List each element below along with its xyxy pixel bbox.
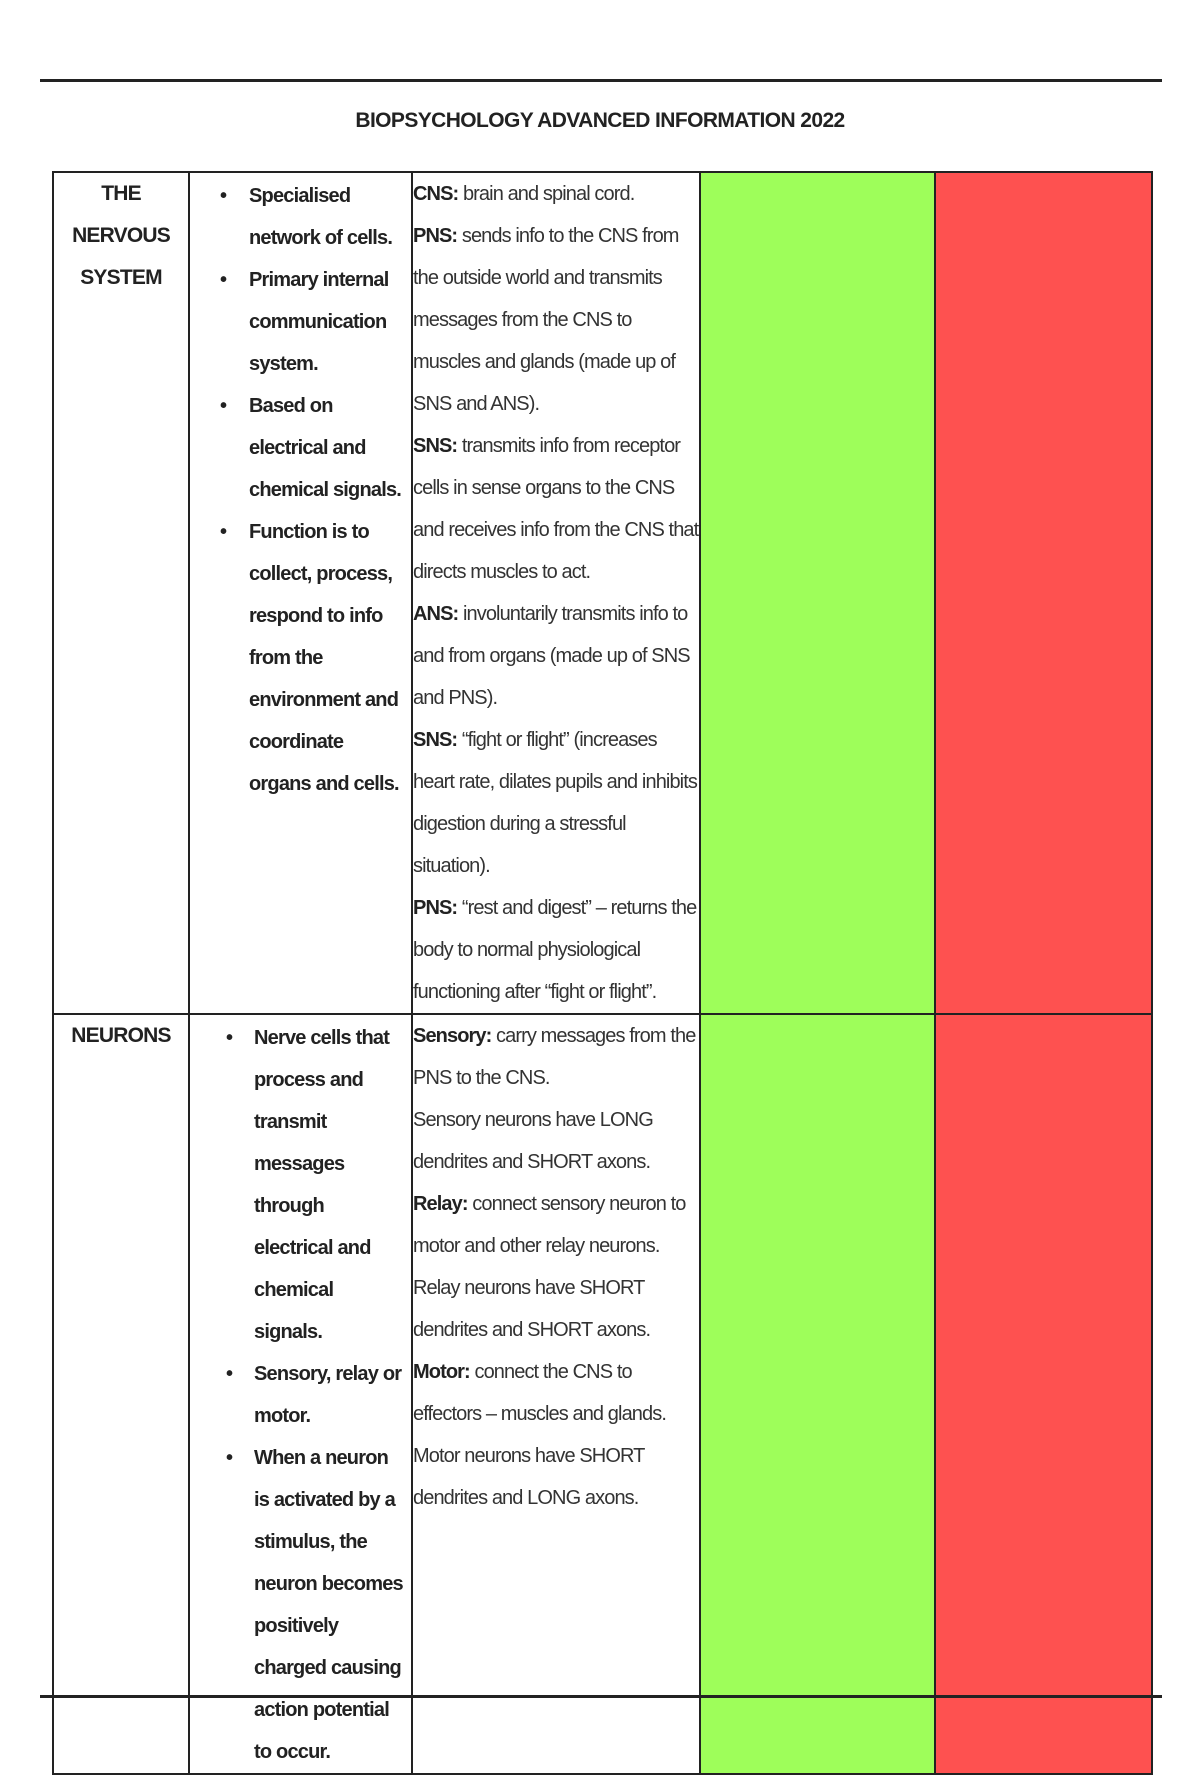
detail-term: PNS: <box>413 897 458 919</box>
topic-cell <box>53 1014 189 1774</box>
detail-text: “fight or flight” (increases heart rate, dilates pupils and inhibits digestion during a stressful situation). <box>413 729 697 877</box>
detail-text: transmits info from receptor cells in sense organs to the CNS and receives info from the CNS that directs muscles to act. <box>413 435 699 583</box>
bottom-rule <box>40 1695 1162 1698</box>
red-rag-cell <box>935 1014 1152 1774</box>
detail-term: PNS: <box>413 225 458 247</box>
detail-paragraph <box>413 1183 699 1267</box>
topic-label-line1: THE NERVOUS <box>72 182 170 247</box>
key-points-cell <box>189 1014 412 1774</box>
detail-text: brain and spinal cord. <box>458 183 635 205</box>
detail-term: Motor: <box>413 1361 470 1383</box>
detail-text: carry messages from the PNS to the CNS. <box>413 1025 696 1089</box>
topic-cell <box>53 172 189 1014</box>
green-rag-cell <box>700 1014 935 1774</box>
list-item: • Sensory, relay or motor. <box>190 1353 405 1437</box>
detail-paragraph <box>413 887 699 1013</box>
detail-text: sends info to the CNS from the outside world and transmits messages from the CNS to muscles and glands (made up of SNS and ANS). <box>413 225 679 415</box>
detail-text: Sensory neurons have LONG dendrites and SHORT axons. <box>413 1109 653 1173</box>
detail-paragraph <box>413 719 699 887</box>
red-rag-cell <box>935 172 1152 1014</box>
top-rule <box>40 79 1162 82</box>
key-points-list <box>190 173 411 805</box>
detail-text: Motor neurons have SHORT dendrites and LONG axons. <box>413 1445 645 1509</box>
detail-paragraph <box>413 593 699 719</box>
detail-text: “rest and digest” – returns the body to normal physiological functioning after “fight or flight”. <box>413 897 697 1003</box>
detail-paragraph <box>413 425 699 593</box>
detail-text: involuntarily transmits info to and from organs (made up of SNS and PNS). <box>413 603 690 709</box>
info-table <box>52 171 1153 1775</box>
detail-term: ANS: <box>413 603 459 625</box>
table-row-neurons <box>53 1014 1152 1774</box>
detail-term: Relay: <box>413 1193 468 1215</box>
detail-term: Sensory: <box>413 1025 492 1047</box>
detail-text: connect the CNS to effectors – muscles and glands. <box>413 1361 666 1425</box>
detail-paragraph <box>413 1099 699 1183</box>
details-cell <box>412 172 700 1014</box>
detail-paragraph <box>413 215 699 425</box>
list-item: • Specialised network of cells. <box>190 175 405 259</box>
list-item: • Primary internal communication system. <box>190 259 405 385</box>
key-points-cell <box>189 172 412 1014</box>
green-rag-cell <box>700 172 935 1014</box>
list-item: • Based on electrical and chemical signals. <box>190 385 405 511</box>
topic-label-line1: NEURONS <box>71 1024 171 1047</box>
detail-paragraph <box>413 173 699 215</box>
detail-paragraph <box>413 1267 699 1351</box>
key-points-list <box>190 1015 411 1773</box>
document-title: BIOPSYCHOLOGY ADVANCED INFORMATION 2022 <box>355 109 845 132</box>
topic-label-line2: SYSTEM <box>80 266 162 289</box>
detail-paragraph <box>413 1435 699 1519</box>
table-row-nervous-system <box>53 172 1152 1014</box>
detail-term: SNS: <box>413 729 458 751</box>
list-item: • When a neuron is activated by a stimulus, the neuron becomes positively charged causing action potential to occur. <box>190 1437 405 1773</box>
details-cell <box>412 1014 700 1774</box>
detail-paragraph <box>413 1351 699 1435</box>
list-item: • Function is to collect, process, respond to info from the environment and coordinate organs and cells. <box>190 511 405 805</box>
detail-term: SNS: <box>413 435 458 457</box>
detail-paragraph <box>413 1015 699 1099</box>
detail-text: Relay neurons have SHORT dendrites and SHORT axons. <box>413 1277 651 1341</box>
list-item: • Nerve cells that process and transmit messages through electrical and chemical signals. <box>190 1017 405 1353</box>
detail-text: connect sensory neuron to motor and other relay neurons. <box>413 1193 686 1257</box>
detail-term: CNS: <box>413 183 459 205</box>
